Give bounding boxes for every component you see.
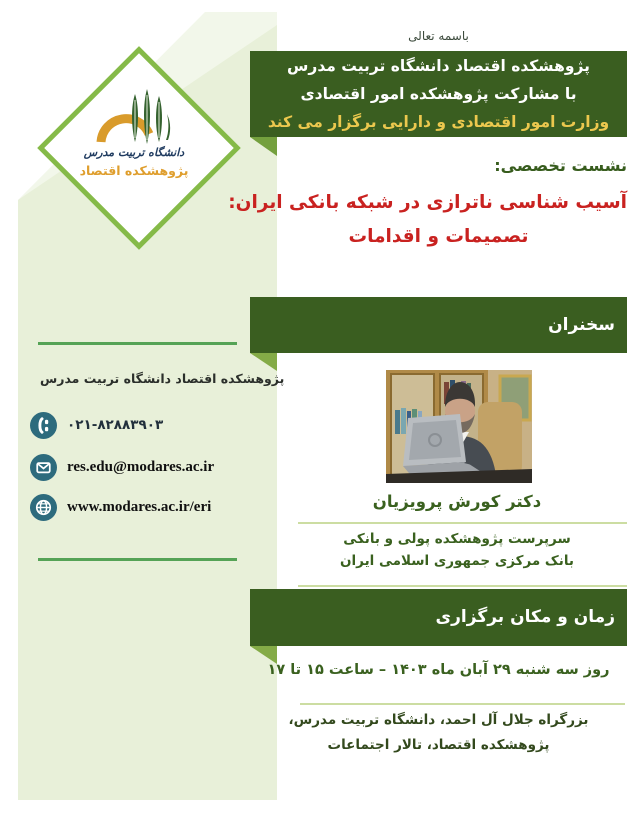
logo-institute-name: پژوهشکده اقتصاد [79,163,189,178]
contact-divider-top [38,342,237,345]
separator-above-address [300,703,625,705]
header-line-1: پژوهشکده اقتصاد دانشگاه تربیت مدرس [287,57,590,75]
event-datetime: روز سه شنبه ۲۹ آبان ماه ۱۴۰۳ – ساعت ۱۵ تا ۱۷ [267,662,610,678]
contact-divider-bottom [38,558,237,561]
envelope-icon [30,454,57,481]
contact-phone-number: ۰۲۱-۸۲۸۸۳۹۰۳ [67,417,164,433]
logo-university-name: دانشگاه تربیت مدرس [83,146,185,159]
contact-website-text: www.modares.ac.ir/eri [67,498,212,515]
university-logo [54,86,214,178]
contact-location-row [30,360,285,396]
header-box [250,51,627,137]
session-title-line-2: تصمیمات و اقدامات [348,226,529,247]
separator-under-roles [298,585,627,587]
contact-email-text: res.edu@modares.ac.ir [67,458,215,475]
speaker-section-bar: سخنران [250,297,627,353]
phone-icon [30,412,57,439]
speaker-role-line-1: سرپرست پژوهشکده پولی و بانکی [343,531,571,547]
separator-under-name [298,522,627,524]
globe-icon [30,494,57,521]
speaker-role-line-2: بانک مرکزی جمهوری اسلامی ایران [340,553,574,569]
contact-phone-row [30,411,265,439]
event-address-line-2: پژوهشکده اقتصاد، تالار اجتماعات [327,737,550,753]
contact-location-text: پژوهشکده اقتصاد دانشگاه تربیت مدرس [40,370,285,386]
schedule-section-bar: زمان و مکان برگزاری [250,589,627,646]
contact-website-row [30,493,265,521]
session-title-line-1: آسیب شناسی ناترازی در شبکه بانکی ایران: [228,192,627,213]
arch-and-cypress-trees-icon [93,86,175,144]
contact-email-row [30,453,265,481]
speaker-photo [386,370,532,483]
session-type-label: نشست تخصصی: [494,156,627,175]
header-line-2: با مشارکت پژوهشکده امور اقتصادی [300,85,577,103]
event-address-line-1: بزرگراه جلال آل احمد، دانشگاه تربیت مدرس، [288,712,589,728]
speaker-name: دکتر کورش پرویزیان [372,492,542,511]
header-line-3: وزارت امور اقتصادی و دارایی برگزار می کند [267,113,610,131]
bismillah-text: باسمه تعالی [408,29,469,43]
